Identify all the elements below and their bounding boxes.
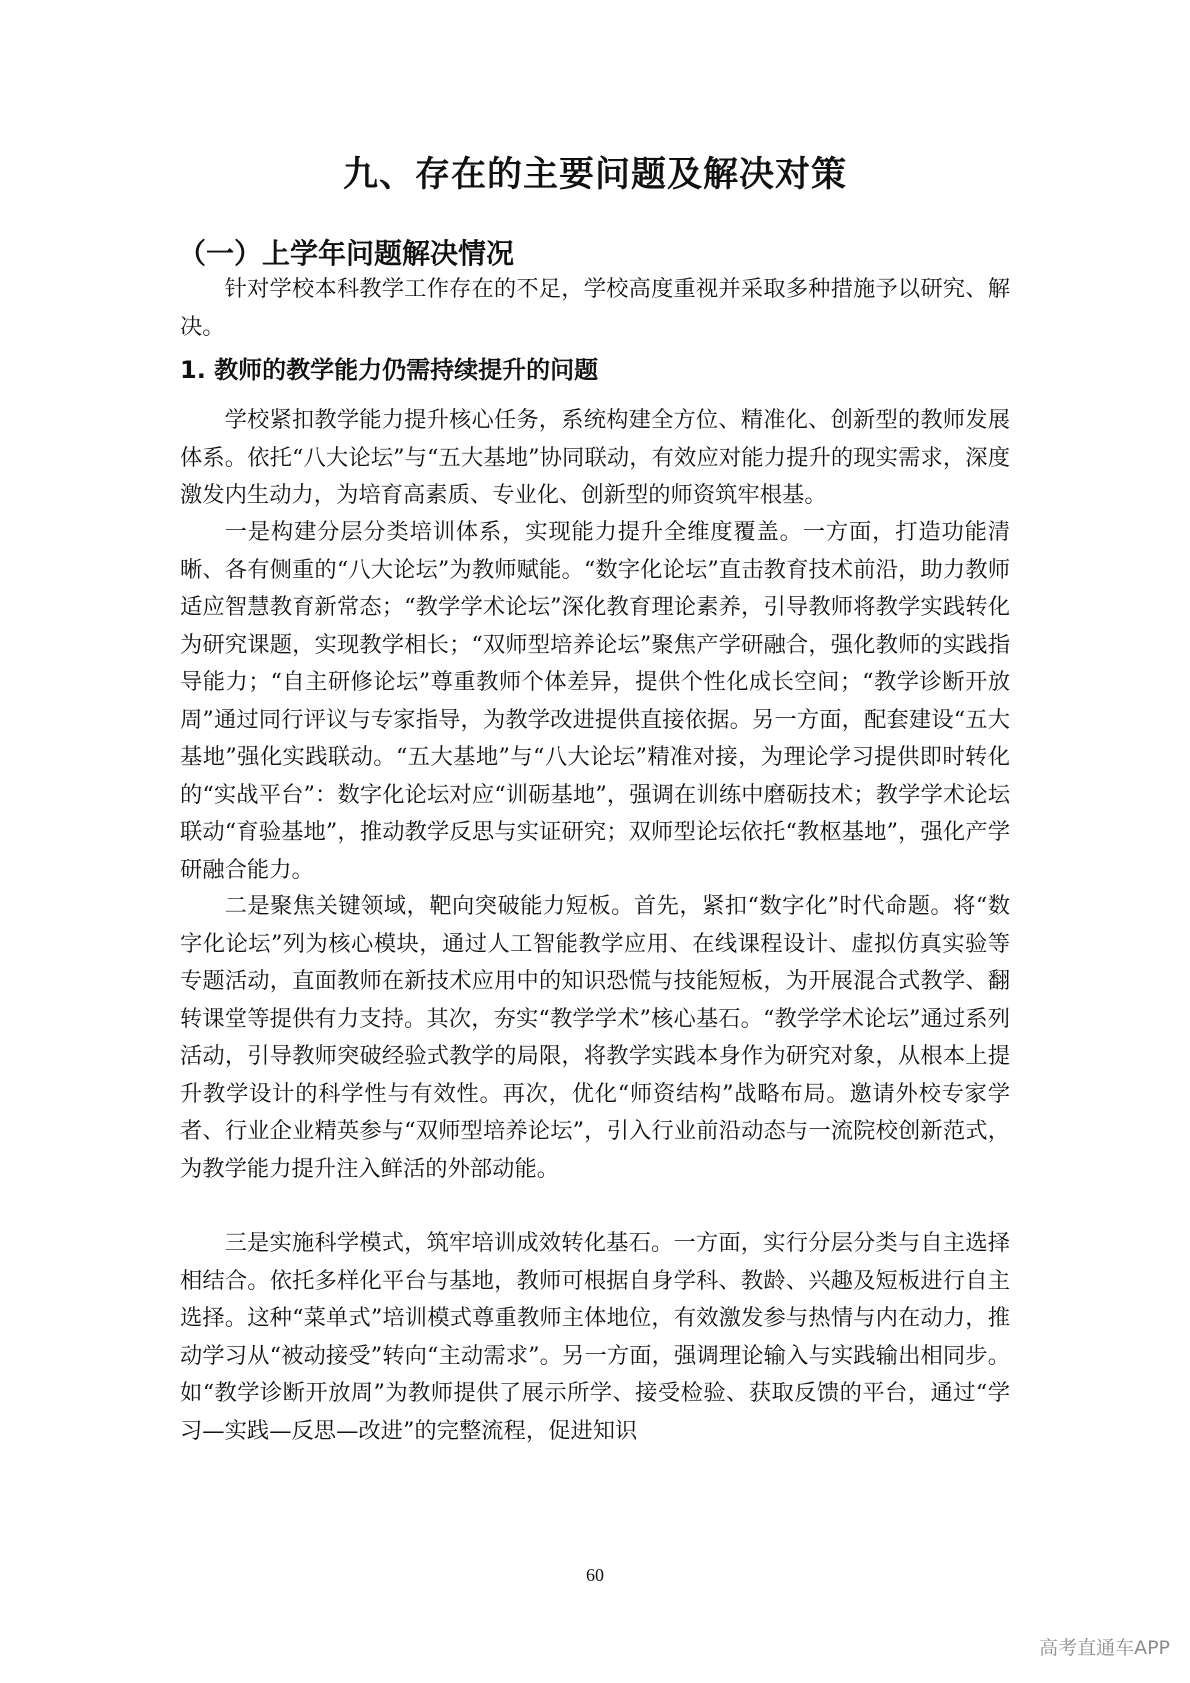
body-paragraph-2: 一是构建分层分类培训体系，实现能力提升全维度覆盖。一方面，打造功能清晰、各有侧重的“八大论坛”为教师赋能。“数字化论坛”直击教育技术前沿，助力教师适应智慧教育新常态；“教学学术论坛”深化教育理论素养，引导教师将教学实践转化为研究课题，实现教学相长；“双师型培养论坛”聚焦产学研融合，强化教师的实践指导能力；“自主研修论坛”尊重教师个体差异，提供个性化成长空间；“教学诊断开放周”通过同行评议与专家指导，为教学改进提供直接依据。另一方面，配套建设“五大基地”强化实践联动。“五大基地”与“八大论坛”精准对接，为理论学习提供即时转化的“实战平台”：数字化论坛对应“训砺基地”，强调在训练中磨砺技术；教学学术论坛联动“育验基地”，推动教学反思与实证研究；双师型论坛依托“教枢基地”，强化产学研融合能力。 [180, 519, 1010, 883]
body-paragraph-4: 三是实施科学模式，筑牢培训成效转化基石。一方面，实行分层分类与自主选择相结合。依托多样化平台与基地，教师可根据自身学科、教龄、兴趣及短板进行自主选择。这种“菜单式”培训模式尊重教师主体地位，有效激发参与热情与内在动力，推动学习从“被动接受”转向“主动需求”。另一方面，强调理论输入与实践输出相同步。如“教学诊断开放周”为教师提供了展示所学、接受检验、获取反馈的平台，通过“学习—实践—反思—改进”的完整流程，促进知识 [180, 1230, 1010, 1444]
intro-paragraph: 针对学校本科教学工作存在的不足，学校高度重视并采取多种措施予以研究、解决。 [180, 276, 1010, 340]
watermark-text: 高考直通车APP [1039, 1637, 1170, 1659]
document-page [180, 0, 1010, 1683]
chapter-title: 九、存在的主要问题及解决对策 [342, 155, 847, 195]
body-paragraph-3: 二是聚焦关键领域，靶向突破能力短板。首先，紧扣“数字化”时代命题。将“数字化论坛”列为核心模块，通过人工智能教学应用、在线课程设计、虚拟仿真实验等专题活动，直面教师在新技术应用中的知识恐慌与技能短板，为开展混合式教学、翻转课堂等提供有力支持。其次，夯实“教学学术”核心基石。“教学学术论坛”通过系列活动，引导教师突破经验式教学的局限，将教学实践本身作为研究对象，从根本上提升教学设计的科学性与有效性。再次，优化“师资结构”战略布局。邀请外校专家学者、行业企业精英参与“双师型培养论坛”，引入行业前沿动态与一流院校创新范式，为教学能力提升注入鲜活的外部动能。 [180, 893, 1010, 1182]
subsection-title: 1. 教师的教学能力仍需持续提升的问题 [180, 356, 599, 384]
section-title: （一）上学年问题解决情况 [178, 237, 515, 270]
page-number: 60 [586, 1565, 604, 1585]
body-paragraph-1: 学校紧扣教学能力提升核心任务，系统构建全方位、精准化、创新型的教师发展体系。依托“八大论坛”与“五大基地”协同联动，有效应对能力提升的现实需求，深度激发内生动力，为培育高素质、专业化、创新型的师资筑牢根基。 [180, 407, 1010, 508]
